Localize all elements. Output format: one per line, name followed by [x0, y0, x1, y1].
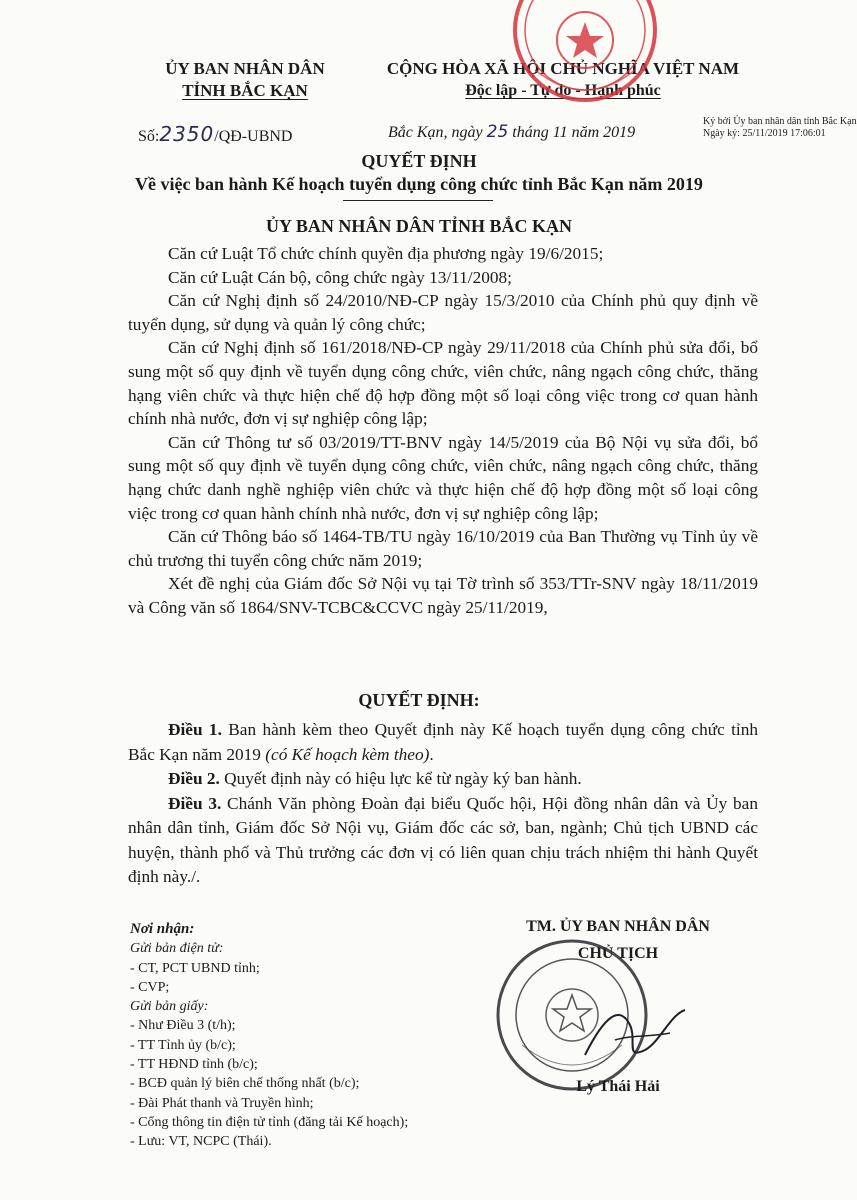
- preamble-item: Căn cứ Thông tư số 03/2019/TT-BNV ngày 14/5/2019 của Bộ Nội vụ sửa đổi, bổ sung một số quy định về tuyển dụng công chức, viên chức, nâng ngạch công chức, thăng hạng chức danh nghề nghiệp viên chức và thực hiện chế độ hợp đồng một số loại công việc trong cơ quan hành chính nhà nước, đơn vị sự nghiệp công lập;: [128, 432, 758, 523]
- national-motto: Độc lập - Tự do - Hạnh phúc: [465, 82, 661, 99]
- recipient-item: - TT Tỉnh ủy (b/c);: [130, 1037, 236, 1053]
- recipients-list: [130, 920, 460, 1152]
- recipients-heading: Nơi nhận:: [130, 921, 195, 937]
- date-month: 11: [552, 124, 568, 141]
- document-subtitle: Về việc ban hành Kế hoạch tuyển dụng công chức tỉnh Bắc Kạn năm 2019: [135, 174, 703, 194]
- recipient-item: - CT, PCT UBND tỉnh;: [130, 960, 260, 976]
- recipient-item: - Lưu: VT, NCPC (Thái).: [130, 1134, 272, 1150]
- doc-number-prefix: Số:: [138, 128, 160, 145]
- issuer-heading: ỦY BAN NHÂN DÂN TỈNH BẮC KẠN: [265, 216, 573, 236]
- date-place: Bắc Kạn, ngày: [388, 124, 483, 141]
- paper-label: Gửi bản giấy:: [130, 999, 209, 1015]
- recipient-item: - Như Điều 3 (t/h);: [130, 1018, 236, 1034]
- article-text: Ban hành kèm theo Quyết định này Kế hoạch tuyển dụng công chức tỉnh Bắc Kạn năm 2019: [128, 720, 758, 764]
- article-1: [128, 718, 758, 767]
- subtitle-underline: [343, 200, 493, 201]
- article-label: Điều 3.: [168, 793, 222, 813]
- doc-number-value: 2350: [159, 122, 215, 146]
- issuing-agency: [130, 58, 360, 102]
- article-3: [128, 792, 758, 890]
- article-label: Điều 1.: [168, 720, 222, 739]
- date-year: 2019: [603, 124, 636, 141]
- preamble-item: Căn cứ Luật Cán bộ, công chức ngày 13/11/2008;: [168, 267, 512, 287]
- articles: [128, 718, 758, 890]
- doc-number-suffix: /QĐ-UBND: [214, 128, 293, 145]
- preamble-item: Căn cứ Thông báo số 1464-TB/TU ngày 16/10/2019 của Ban Thường vụ Tỉnh ủy về chủ trương thi tuyển công chức năm 2019;: [128, 527, 758, 570]
- date-year-label: năm: [571, 124, 600, 141]
- issue-date: [388, 122, 635, 142]
- agency-line-1: ỦY BAN NHÂN DÂN: [165, 59, 325, 78]
- preamble-item: Căn cứ Nghị định số 24/2010/NĐ-CP ngày 15/3/2010 của Chính phủ quy định về tuyển dụng, sử dụng và quản lý công chức;: [128, 291, 758, 334]
- preamble: [128, 242, 758, 620]
- document-title: QUYẾT ĐỊNH: [361, 151, 477, 171]
- signature-role-1: TM. ỦY BAN NHÂN DÂN: [526, 918, 710, 935]
- article-end: .: [429, 744, 434, 764]
- document-number: [138, 122, 292, 146]
- electronic-label: Gửi bản điện tử:: [130, 941, 224, 957]
- article-text: Quyết định này có hiệu lực kể từ ngày ký ban hành.: [219, 769, 582, 788]
- digital-signature-info: [703, 116, 857, 140]
- preamble-item: Căn cứ Luật Tổ chức chính quyền địa phương ngày 19/6/2015;: [168, 244, 604, 263]
- digital-signature-line-2: Ngày ký: 25/11/2019 17:06:01: [703, 128, 826, 139]
- handwritten-signature-icon: [575, 995, 695, 1075]
- recipient-item: - CVP;: [130, 979, 170, 995]
- signature-role-2: CHỦ TỊCH: [577, 945, 659, 962]
- recipient-item: - Cổng thông tin điện tử tỉnh (đăng tải Kế hoạch);: [130, 1114, 409, 1130]
- recipient-item: - Đài Phát thanh và Truyền hình;: [130, 1095, 314, 1111]
- article-label: Điều 2.: [168, 769, 220, 788]
- date-day: 25: [486, 122, 509, 142]
- article-2: [128, 767, 758, 792]
- agency-line-2: TỈNH BẮC KẠN: [182, 81, 308, 100]
- preamble-item: Xét đề nghị của Giám đốc Sở Nội vụ tại Tờ trình số 353/TTr-SNV ngày 18/11/2019 và Công văn số 1864/SNV-TCBC&CCVC ngày 25/11/2019,: [128, 574, 758, 617]
- recipient-item: - TT HĐND tỉnh (b/c);: [130, 1057, 258, 1073]
- article-italic: (có Kế hoạch kèm theo): [265, 744, 430, 764]
- signatory-name: Lý Thái Hải: [576, 1078, 660, 1095]
- recipient-item: - BCĐ quản lý biên chế thống nhất (b/c);: [130, 1076, 360, 1092]
- country-name: CỘNG HÒA XÃ HỘI CHỦ NGHĨA VIỆT NAM: [386, 59, 740, 78]
- digital-signature-line-1: Ký bởi Ủy ban nhân dân tỉnh Bắc Kạn: [703, 116, 857, 127]
- decision-heading: QUYẾT ĐỊNH:: [358, 690, 480, 710]
- article-text: Chánh Văn phòng Đoàn đại biểu Quốc hội, Hội đồng nhân dân và Ủy ban nhân dân tỉnh, Giám đốc Sở Nội vụ, Giám đốc các sở, ban, ngành; Chủ tịch UBND các huyện, thành phố và Thủ trưởng các đơn vị có liên quan chịu trách nhiệm thi hành Quyết định này./.: [128, 793, 758, 886]
- preamble-item: Căn cứ Nghị định số 161/2018/NĐ-CP ngày 29/11/2018 của Chính phủ sửa đổi, bổ sung một số quy định về tuyển dụng công chức, viên chức, nâng ngạch công chức, thăng hạng viên chức và thực hiện chế độ hợp đồng một số loại công việc trong cơ quan hành chính nhà nước, đơn vị sự nghiệp công lập;: [128, 338, 758, 429]
- date-month-label: tháng: [512, 124, 549, 141]
